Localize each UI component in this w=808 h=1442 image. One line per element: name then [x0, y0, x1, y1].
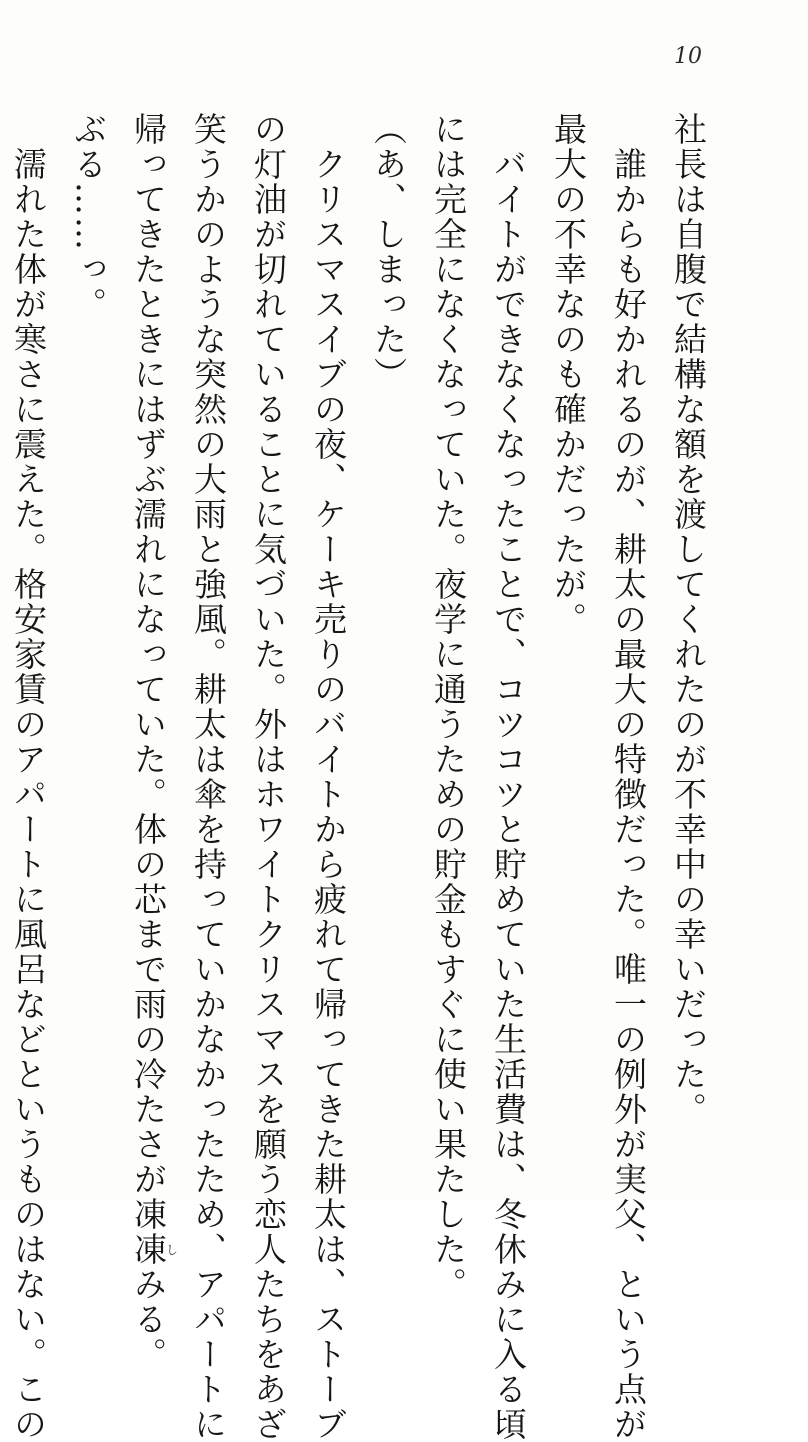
- text-line-tail: みる。: [129, 1267, 168, 1372]
- text-line: ぶる……っ。: [69, 112, 108, 322]
- text-line-with-ruby: [118, 112, 179, 1372]
- text-line: には完全になくなっていた。夜学に通うための貯金もすぐに使い果たした。: [429, 112, 468, 1302]
- text-line: の灯油が切れていることに気づいた。外はホワイトクリスマスを願う恋人たちをあざ: [249, 112, 288, 1442]
- text-line: 社長は自腹で結構な額を渡してくれたのが不幸中の幸いだった。: [669, 112, 708, 1127]
- text-line: 誰からも好かれるのが、耕太の最大の特徴だった。唯一の例外が実父、という点が: [609, 112, 648, 1442]
- page-number: 10: [674, 44, 702, 69]
- text-line: クリスマスイブの夜、ケーキ売りのバイトから疲れて帰ってきた耕太は、ストーブ: [309, 112, 348, 1442]
- ruby-kanji: [129, 1232, 179, 1267]
- ruby-base: 凍: [129, 1232, 168, 1267]
- text-line: 濡れた体が寒さに震えた。格安家賃のアパートに風呂などというものはない。この: [9, 112, 48, 1442]
- text-line: 笑うかのような突然の大雨と強風。耕太は傘を持っていかなかったため、アパートに: [189, 112, 228, 1442]
- text-line-main: 帰ってきたときにはずぶ濡れになっていた。体の芯まで雨の冷たさが凍: [129, 112, 168, 1232]
- ruby-reading: し: [164, 1232, 179, 1267]
- text-line: 最大の不幸なのも確かだったが。: [549, 112, 588, 637]
- vertical-text-block: [9, 112, 718, 1442]
- text-line: （あ、しまった）: [369, 112, 408, 392]
- text-line: バイトができなくなったことで、コツコツと貯めていた生活費は、冬休みに入る頃: [489, 112, 528, 1442]
